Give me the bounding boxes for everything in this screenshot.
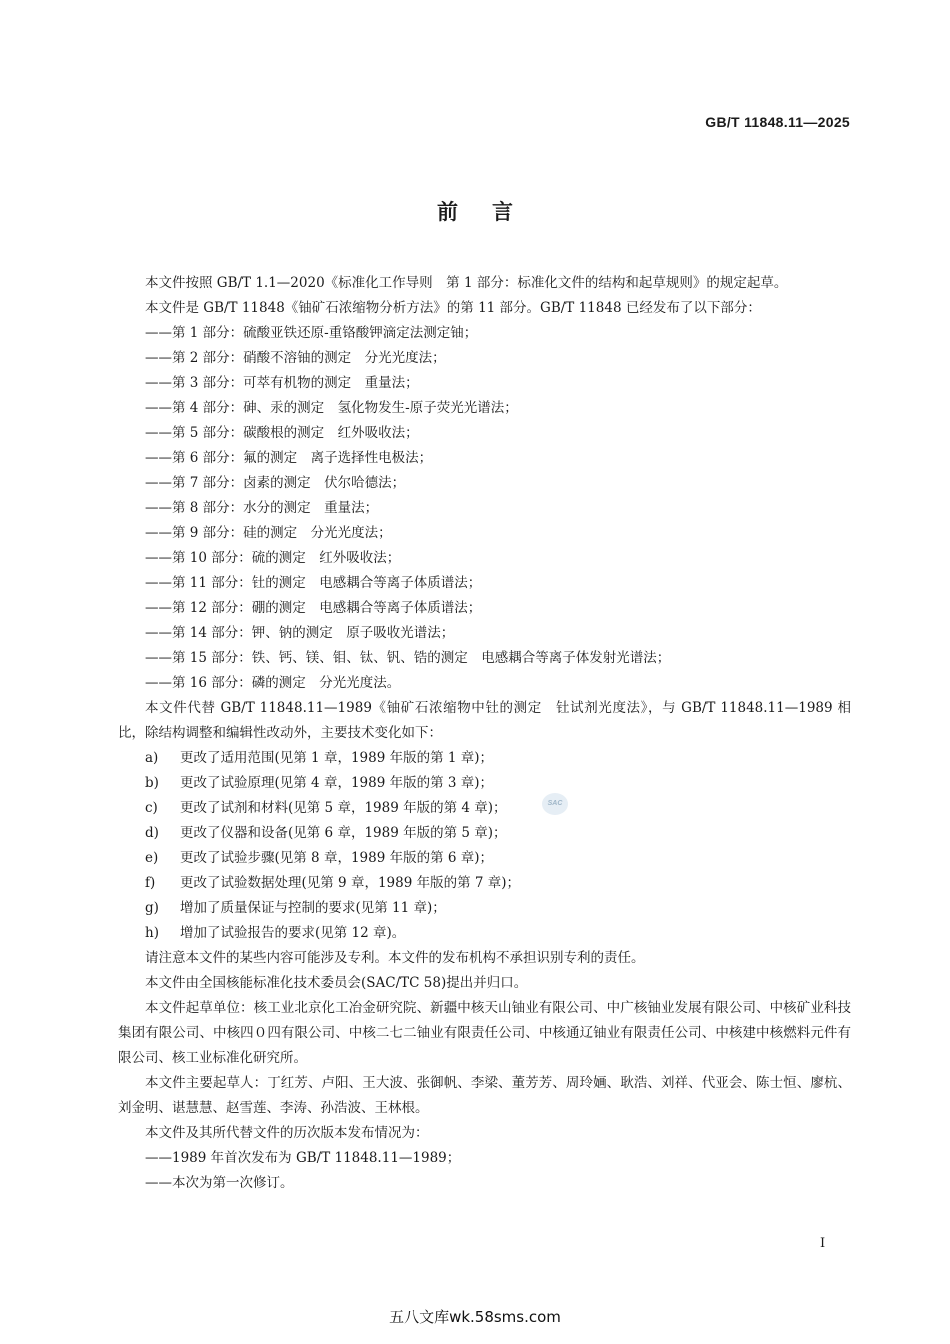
paragraph-drafting-rules: 本文件按照 GB/T 1.1—2020《标准化工作导则 第 1 部分：标准化文件的结构和起草规则》的规定起草。: [145, 275, 788, 291]
parts-list: [118, 321, 851, 696]
change-item: [118, 771, 851, 796]
paragraph-replacement: 本文件代替 GB/T 11848.11—1989《铀矿石浓缩物中钍的测定 钍试剂光度法》，与 GB/T 11848.11—1989 相比，除结构调整和编辑性改动外，主要技术变化如下：: [118, 700, 851, 741]
change-text: 增加了试验报告的要求(见第 12 章)。: [180, 925, 406, 941]
site-footer: 五八文库wk.58sms.com: [389, 1308, 561, 1326]
list-item: ——本次为第一次修订。: [145, 1175, 294, 1191]
list-item: ——第 4 部分：砷、汞的测定 氢化物发生-原子荧光光谱法；: [145, 400, 518, 416]
list-item: ——第 16 部分：磷的测定 分光光度法。: [145, 675, 401, 691]
change-text: 更改了试验数据处理(见第 9 章，1989 年版的第 7 章)；: [180, 875, 521, 891]
sac-watermark-logo: SAC: [542, 793, 568, 815]
list-item: ——第 9 部分：硅的测定 分光光度法；: [145, 525, 392, 541]
change-text: 增加了质量保证与控制的要求(见第 11 章)；: [180, 900, 446, 916]
list-item: ——第 12 部分：硼的测定 电感耦合等离子体质谱法；: [145, 600, 482, 616]
list-item: ——第 14 部分：钾、钠的测定 原子吸收光谱法；: [145, 625, 455, 641]
change-label: b): [145, 775, 159, 791]
change-text: 更改了试验步骤(见第 8 章，1989 年版的第 6 章)；: [180, 850, 494, 866]
change-item: [118, 796, 851, 821]
change-text: 更改了仪器和设备(见第 6 章，1989 年版的第 5 章)；: [180, 825, 507, 841]
paragraph-patent-notice: 请注意本文件的某些内容可能涉及专利。本文件的发布机构不承担识别专利的责任。: [145, 950, 645, 966]
paragraph-drafters: 本文件主要起草人：丁红芳、卢阳、王大波、张御帆、李梁、董芳芳、周玲婳、耿浩、刘祥、代亚会、陈士恒、廖杭、刘金明、谌慧慧、赵雪莲、李涛、孙浩波、王林根。: [118, 1075, 851, 1116]
paragraph-proposer: 本文件由全国核能标准化技术委员会(SAC/TC 58)提出并归口。: [145, 975, 528, 991]
standard-code: GB/T 11848.11—2025: [705, 114, 850, 130]
change-item: [118, 871, 851, 896]
change-item: [118, 746, 851, 771]
list-item: ——第 11 部分：钍的测定 电感耦合等离子体质谱法；: [145, 575, 482, 591]
change-label: a): [145, 750, 159, 766]
paragraph-drafting-units: 本文件起草单位：核工业北京化工冶金研究院、新疆中核天山铀业有限公司、中广核铀业发展有限公司、中核矿业科技集团有限公司、中核四０四有限公司、中核二七二铀业有限责任公司、中核通辽铀业有限责任公司、中核建中核燃料元件有限公司、核工业标准化研究所。: [118, 1000, 851, 1066]
changes-list: [118, 746, 851, 946]
change-label: f): [145, 875, 156, 891]
list-item: ——第 10 部分：硫的测定 红外吸收法；: [145, 550, 401, 566]
paragraph-series-intro: 本文件是 GB/T 11848《铀矿石浓缩物分析方法》的第 11 部分。GB/T 11848 已经发布了以下部分：: [145, 300, 761, 316]
change-item: [118, 846, 851, 871]
change-label: e): [145, 850, 159, 866]
page-number: I: [820, 1236, 826, 1251]
list-item: ——第 1 部分：硫酸亚铁还原-重铬酸钾滴定法测定铀；: [145, 325, 478, 341]
list-item: ——第 3 部分：可萃有机物的测定 重量法；: [145, 375, 419, 391]
document-body: [118, 271, 851, 1196]
change-item: [118, 921, 851, 946]
change-text: 更改了试验原理(见第 4 章，1989 年版的第 3 章)；: [180, 775, 494, 791]
list-item: ——第 2 部分：硝酸不溶铀的测定 分光光度法；: [145, 350, 446, 366]
list-item: ——第 7 部分：卤素的测定 伏尔哈德法；: [145, 475, 406, 491]
change-label: h): [145, 925, 159, 941]
list-item: ——第 8 部分：水分的测定 重量法；: [145, 500, 379, 516]
change-item: [118, 821, 851, 846]
list-item: ——第 6 部分：氟的测定 离子选择性电极法；: [145, 450, 433, 466]
change-label: d): [145, 825, 159, 841]
page-title: 前言: [437, 200, 547, 224]
paragraph-history-intro: 本文件及其所代替文件的历次版本发布情况为：: [145, 1125, 429, 1141]
change-label: g): [145, 900, 159, 916]
list-item: ——1989 年首次发布为 GB/T 11848.11—1989；: [145, 1150, 461, 1166]
change-label: c): [145, 800, 158, 816]
list-item: ——第 15 部分：铁、钙、镁、钼、钛、钒、锆的测定 电感耦合等离子体发射光谱法；: [145, 650, 671, 666]
change-text: 更改了适用范围(见第 1 章，1989 年版的第 1 章)；: [180, 750, 494, 766]
history-list: [118, 1146, 851, 1196]
change-item: [118, 896, 851, 921]
list-item: ——第 5 部分：碳酸根的测定 红外吸收法；: [145, 425, 419, 441]
change-text: 更改了试剂和材料(见第 5 章，1989 年版的第 4 章)；: [180, 800, 507, 816]
